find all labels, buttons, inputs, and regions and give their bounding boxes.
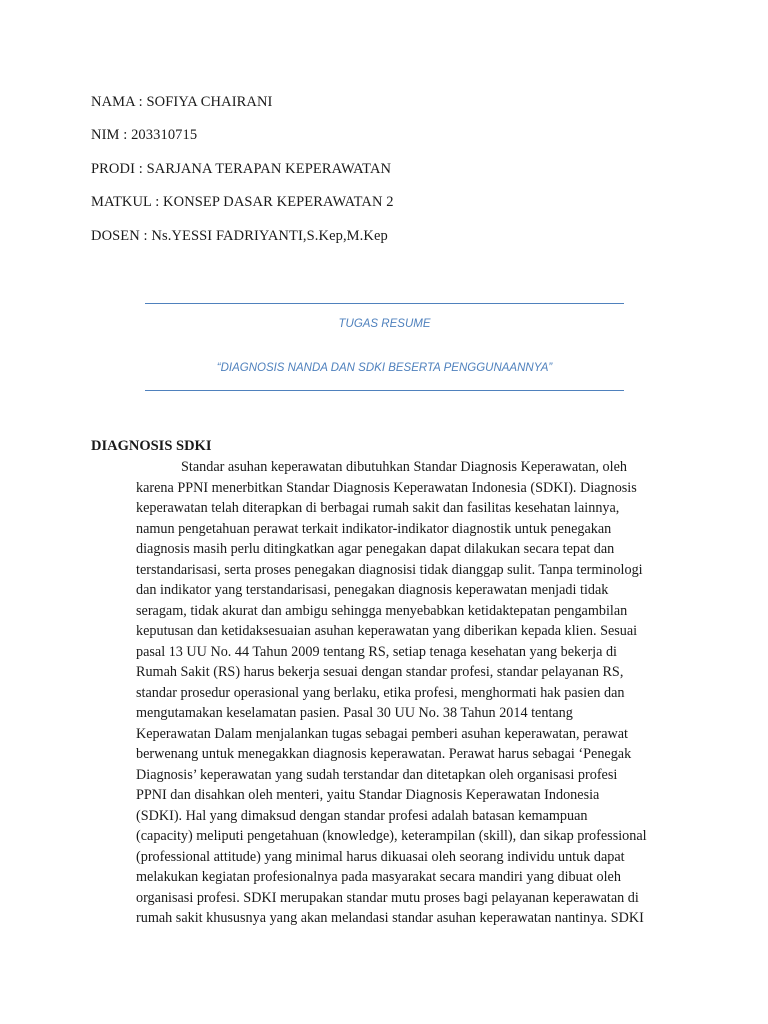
title-top-rule (145, 303, 624, 304)
paragraph-line: berwenang untuk menegakkan diagnosis keperawatan. Perawat harus sebagai ‘Penegak (136, 746, 632, 762)
paragraph-line: organisasi profesi. SDKI merupakan standar mutu proses bagi pelayanan keperawatan di (136, 889, 639, 906)
lecturer-name: DOSEN : Ns.YESSI FADRIYANTI,S.Kep,M.Kep (91, 228, 388, 244)
paragraph-line: seragam, tidak akurat dan ambigu sehingga menyebabkan ketidaktepatan pengambilan (136, 602, 628, 619)
paragraph-line: Standar asuhan keperawatan dibutuhkan Standar Diagnosis Keperawatan, oleh (181, 459, 627, 475)
paragraph-line: dan indikator yang terstandarisasi, penegakan diagnosis keperawatan menjadi tidak (136, 582, 609, 598)
paragraph-line: (professional attitude) yang minimal harus dikuasai oleh seorang individu untuk dapat (136, 848, 625, 865)
paragraph-line: standar prosedur operasional yang berlaku, etika profesi, menghormati hak pasien dan (136, 684, 625, 701)
title-bottom-rule (145, 390, 624, 391)
paragraph-line: diagnosis masih perlu ditingkatkan agar penegakan dapat dilakukan secara tepat dan (136, 541, 615, 557)
section-heading: DIAGNOSIS SDKI (91, 438, 212, 454)
paragraph-line: Keperawatan Dalam menjalankan tugas sebagai pemberi asuhan keperawatan, perawat (136, 725, 628, 742)
paragraph-line: Rumah Sakit (RS) harus bekerja sesuai dengan standar profesi, standar pelayanan RS, (136, 664, 624, 680)
title-heading: TUGAS RESUME (338, 318, 431, 330)
course-name: MATKUL : KONSEP DASAR KEPERAWATAN 2 (91, 194, 394, 210)
paragraph-line: Diagnosis’ keperawatan yang sudah terstandar dan ditetapkan oleh organisasi profesi (136, 766, 618, 783)
student-name: NAMA : SOFIYA CHAIRANI (91, 94, 273, 110)
paragraph-line: pasal 13 UU No. 44 Tahun 2009 tentang RS, setiap tenaga kesehatan yang bekerja di (136, 643, 617, 660)
paragraph-line: melakukan kegiatan profesionalnya pada masyarakat secara mandiri yang dibuat oleh (136, 869, 621, 885)
paragraph-line: mengutamakan keselamatan pasien. Pasal 30 UU No. 38 Tahun 2014 tentang (136, 705, 573, 721)
paragraph-line: keperawatan telah diterapkan di berbagai rumah sakit dan fasilitas kesehatan lainnya, (136, 500, 620, 516)
paragraph-line: (capacity) meliputi pengetahuan (knowledge), keterampilan (skill), dan sikap professional (136, 828, 647, 844)
paragraph-line: keputusan dan ketidaksesuaian asuhan keperawatan yang diberikan kepada klien. Sesuai (136, 623, 638, 639)
student-nim: NIM : 203310715 (91, 127, 198, 143)
paragraph-line: terstandarisasi, serta proses penegakan diagnosisi tidak dianggap sulit. Tanpa terminologi (136, 561, 643, 578)
paragraph-line: karena PPNI menerbitkan Standar Diagnosis Keperawatan Indonesia (SDKI). Diagnosis (136, 479, 637, 496)
title-subheading: “DIAGNOSIS NANDA DAN SDKI BESERTA PENGGUNAANNYA” (216, 362, 553, 374)
study-program: PRODI : SARJANA TERAPAN KEPERAWATAN (91, 161, 392, 177)
paragraph-line: PPNI dan disahkan oleh menteri, yaitu Standar Diagnosis Keperawatan Indonesia (136, 787, 600, 803)
paragraph-line: rumah sakit khususnya yang akan melandasi standar asuhan keperawatan nantinya. SDKI (136, 910, 644, 926)
paragraph-line: namun pengetahuan perawat terkait indikator-indikator diagnostik untuk penegakan (136, 520, 612, 537)
paragraph-line: (SDKI). Hal yang dimaksud dengan standar profesi adalah batasan kemampuan (136, 807, 588, 824)
